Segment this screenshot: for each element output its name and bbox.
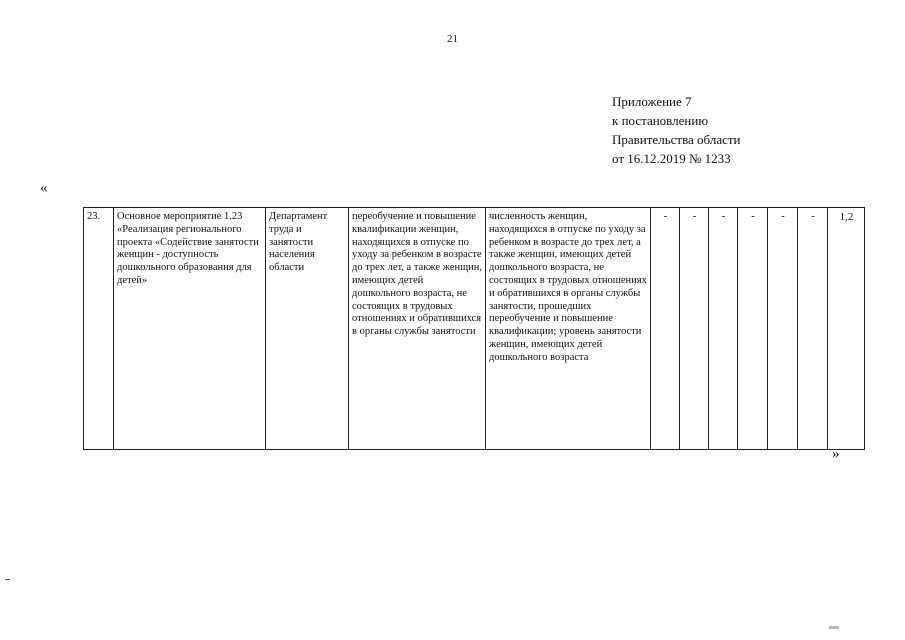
- indicators-cell: численность женщин, находящихся в отпуске по уходу за ребенком в возрасте до трех лет, а также женщин, имеющих детей дошкольного возраста, не состоящих в трудовых отношениях и обратившихся в органы службы занятости, прошедших переобучение и повышение квалификации; уровень занятости женщин, имеющих детей дошкольного возраста: [486, 208, 651, 450]
- page-number: 21: [447, 33, 458, 45]
- executor-cell: Департамент труда и занятости населения области: [266, 208, 349, 450]
- appendix-authority: Правительства области: [612, 132, 741, 147]
- measures-table: [83, 207, 865, 450]
- closing-quote-mark: »: [832, 446, 840, 462]
- event-cell: Основное мероприятие 1.23 «Реализация регионального проекта «Содействие занятости женщин - доступность дошкольного образования для детей»: [114, 208, 266, 450]
- table-row: [84, 208, 865, 450]
- content-cell: переобучение и повышение квалификации женщин, находящихся в отпуске по уходу за ребенком в возрасте до трех лет, а также женщин, имеющих детей дошкольного возраста, не состоящих в трудовых отношениях и обратившихся в органы службы занятости: [349, 208, 486, 450]
- row-number-cell: 23.: [84, 208, 114, 450]
- value-cell-1: -: [651, 208, 680, 450]
- scan-artifact: [829, 626, 839, 629]
- value-cell-5: -: [768, 208, 798, 450]
- appendix-reference: к постановлению: [612, 113, 709, 128]
- value-cell-6: -: [798, 208, 828, 450]
- opening-quote-mark: «: [40, 180, 48, 196]
- value-cell-last: 1,2: [828, 208, 865, 450]
- appendix-date-number: от 16.12.2019 № 1233: [612, 151, 731, 166]
- appendix-title: Приложение 7: [612, 94, 692, 109]
- scan-artifact: [5, 579, 10, 580]
- value-cell-2: -: [680, 208, 709, 450]
- value-cell-3: -: [709, 208, 738, 450]
- value-cell-4: -: [738, 208, 768, 450]
- appendix-header: [612, 92, 741, 168]
